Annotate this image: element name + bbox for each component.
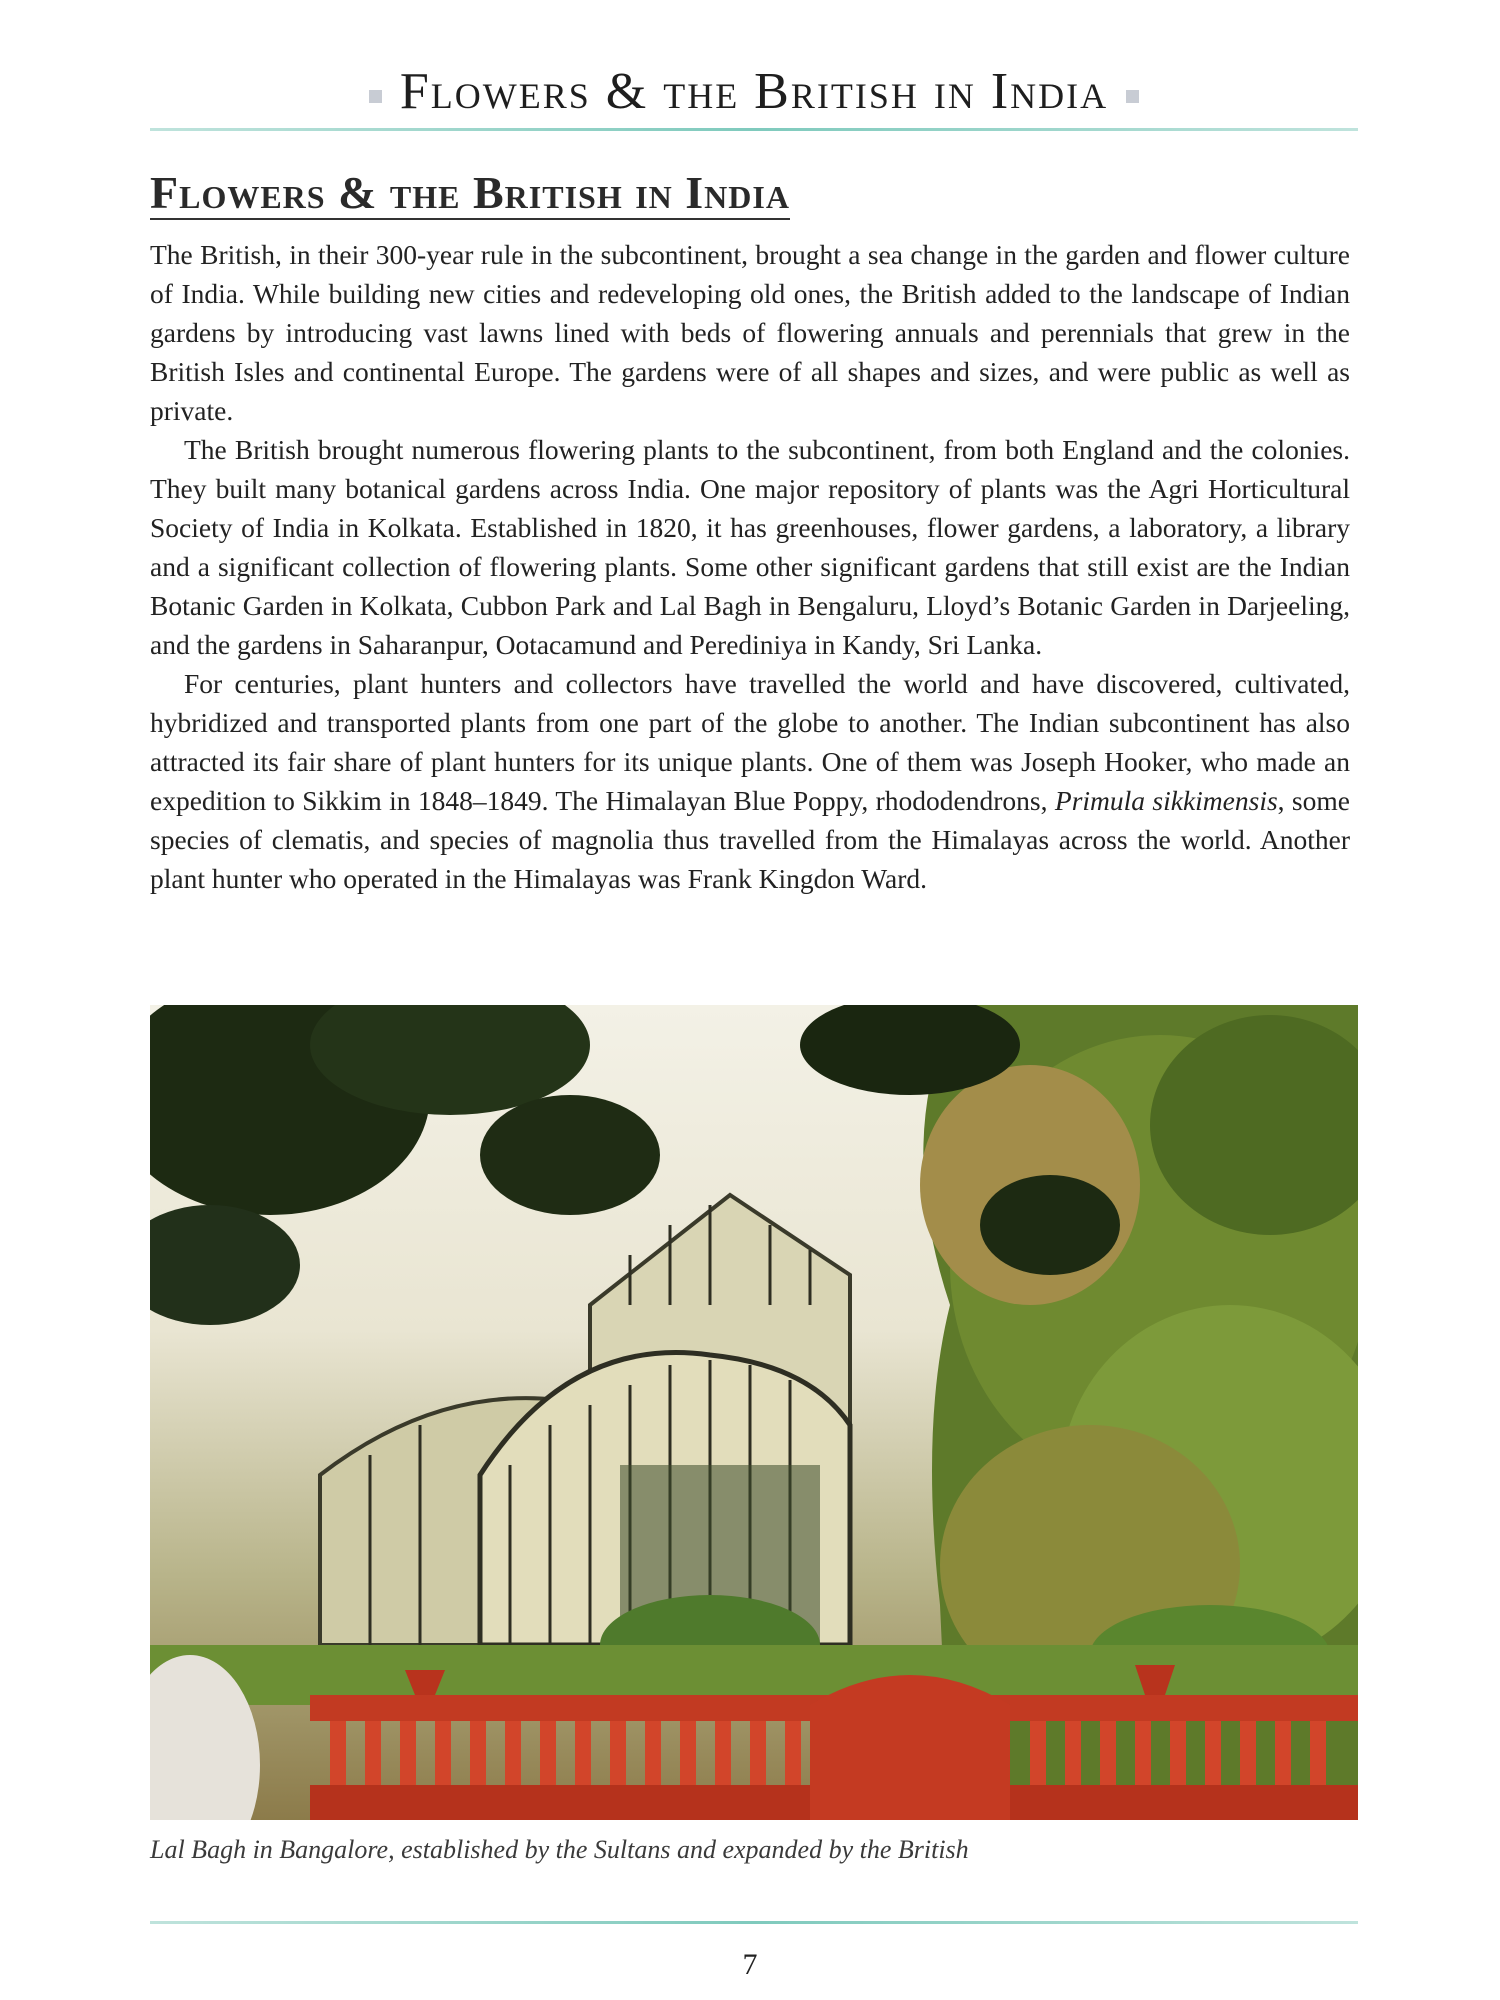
paragraph-3-part-1: For centuries, plant hunters and collectors have travelled the world and have discovered, cultivated, hybridized and transported plants from one part of the globe to another. The Indian subcontinent has also attracted its fair share of plant hunters for its unique plants. One of them was Joseph Hooker, who made an expedition to Sikkim in 1848–1849. The Himalayan Blue Poppy, rhododendrons, (150, 668, 1350, 816)
body-text (150, 235, 1350, 898)
ornament-left-icon (369, 90, 382, 103)
header-rule (150, 128, 1358, 131)
paragraph-1: The British, in their 300-year rule in the subcontinent, brought a sea change in the garden and flower culture of India. While building new cities and redeveloping old ones, the British added to the landscape of Indian gardens by introducing vast lawns lined with beds of flowering annuals and perennials that grew in the British Isles and continental Europe. The gardens were of all shapes and sizes, and were public as well as private. (150, 239, 1350, 426)
section-title: Flowers & the British in India (150, 167, 790, 218)
footer-rule (150, 1921, 1358, 1924)
running-head-title: Flowers & the British in India (399, 63, 1109, 120)
running-head (150, 62, 1358, 121)
figure-caption: Lal Bagh in Bangalore, established by the Sultans and expanded by the British (150, 1835, 969, 1864)
species-name: Primula sikkimensis (1054, 785, 1278, 816)
paragraph-3 (150, 664, 1350, 898)
page-number: 7 (742, 1948, 758, 1981)
ornament-right-icon (1126, 90, 1139, 103)
glasshouse-illustration (150, 1005, 1358, 1820)
glasshouse-photo (150, 1005, 1358, 1820)
paragraph-3-part-2: , some species of clematis, and species of magnolia thus travelled from the Himalayas across the world. Another plant hunter who operated in the Himalayas was Frank Kingdon Ward. (150, 785, 1350, 894)
paragraph-2: The British brought numerous flowering plants to the subcontinent, from both England and the colonies. They built many botanical gardens across India. One major repository of plants was the Agri Horticultural Society of India in Kolkata. Established in 1820, it has greenhouses, flower gardens, a laboratory, a library and a significant collection of flowering plants. Some other significant gardens that still exist are the Indian Botanic Garden in Kolkata, Cubbon Park and Lal Bagh in Bengaluru, Lloyd’s Botanic Garden in Darjeeling, and the gardens in Saharanpur, Ootacamund and Perediniya in Kandy, Sri Lanka. (150, 434, 1350, 660)
